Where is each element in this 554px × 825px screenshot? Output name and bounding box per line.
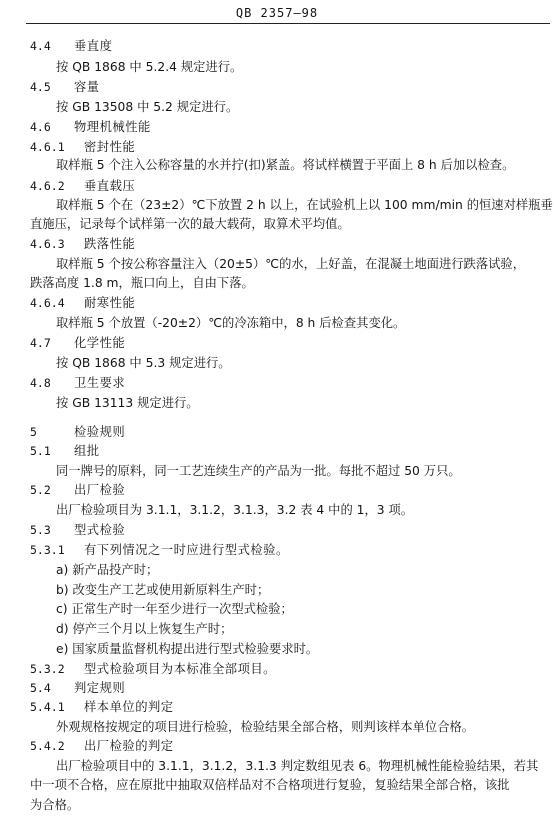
list-item: d) 停产三个月以上恢复生产时； — [56, 622, 233, 636]
list-item: c) 正常生产时一年至少进行一次型式检验； — [56, 602, 293, 616]
paragraph: 按 GB 13508 中 5.2 规定进行。 — [56, 100, 239, 114]
paragraph: 出厂检验项目为 3.1.1，3.1.2，3.1.3，3.2 表 4 中的 1，3 项。 — [56, 503, 414, 517]
paragraph-continuation: 中一项不合格，应在原批中抽取双倍样品对不合格项进行复验，复验结果全部合格，该批 — [30, 778, 510, 792]
clause-title: 密封性能 — [84, 140, 136, 154]
list-item: e) 国家质量监督机构提出进行型式检验要求时。 — [56, 642, 319, 656]
clause-number: 5 — [30, 425, 37, 439]
paragraph: 按 GB 13113 规定进行。 — [56, 396, 199, 410]
paragraph: 外观规格按规定的项目进行检验，检验结果全部合格，则判该样本单位合格。 — [56, 720, 475, 734]
paragraph: 按 QB 1868 中 5.2.4 规定进行。 — [56, 60, 243, 74]
clause-heading — [30, 738, 174, 754]
clause-title: 出厂检验 — [74, 483, 126, 497]
clause-title: 垂直载压 — [84, 179, 136, 193]
paragraph-continuation: 为合格。 — [30, 798, 80, 812]
clause-title: 型式检验 — [74, 523, 126, 537]
clause-number: 4.6.1 — [30, 140, 65, 154]
clause-number: 4.4 — [30, 39, 51, 53]
clause-number: 5.3.1 — [30, 543, 65, 557]
clause-number: 4.6.3 — [30, 237, 65, 251]
clause-number: 4.8 — [30, 376, 51, 390]
clause-heading — [30, 699, 174, 715]
clause-heading — [30, 482, 125, 498]
paragraph: 取样瓶 5 个在（23±2）℃下放置 2 h 以上，在试验机上以 100 mm/min 的恒速对样瓶垂 — [56, 198, 553, 212]
clause-heading — [30, 79, 100, 95]
clause-heading — [30, 236, 135, 252]
clause-title: 容量 — [74, 80, 100, 94]
paragraph: 取样瓶 5 个放置（-20±2）℃的冷冻箱中，8 h 后检查其变化。 — [56, 316, 406, 330]
clause-heading — [30, 661, 276, 677]
clause-heading — [30, 295, 135, 311]
clause-number: 4.6 — [30, 120, 51, 134]
clause-title: 跌落性能 — [84, 237, 136, 251]
paragraph: 按 QB 1868 中 5.3 规定进行。 — [56, 356, 231, 370]
clause-heading — [30, 178, 135, 194]
clause-title: 组批 — [74, 444, 100, 458]
page-header-code: QB 2357—98 — [235, 6, 319, 20]
paragraph: 同一牌号的原料，同一工艺连续生产的产品为一批。每批不超过 50 万只。 — [56, 464, 461, 478]
list-item: a) 新产品投产时； — [56, 563, 159, 577]
clause-heading — [30, 443, 100, 459]
clause-title: 检验规则 — [74, 425, 126, 439]
paragraph: 出厂检验项目中的 3.1.1，3.1.2，3.1.3 判定数组见表 6。物理机械性能检验结果，若其 — [56, 759, 539, 773]
clause-title: 出厂检验的判定 — [84, 739, 174, 753]
clause-title: 型式检验项目为本标准全部项目。 — [84, 662, 276, 676]
clause-title: 耐寒性能 — [84, 296, 136, 310]
section-heading — [30, 424, 125, 440]
clause-heading — [30, 375, 125, 391]
clause-number: 4.7 — [30, 336, 51, 350]
header-rule — [26, 23, 550, 24]
clause-heading — [30, 335, 125, 351]
clause-number: 5.3 — [30, 523, 51, 537]
paragraph: 取样瓶 5 个按公称容量注入（20±5）℃的水，上好盖，在混凝土地面进行跌落试验， — [56, 257, 526, 271]
clause-title: 卫生要求 — [74, 376, 126, 390]
clause-number: 5.4.1 — [30, 700, 65, 714]
clause-heading — [30, 119, 151, 135]
clause-number: 5.1 — [30, 444, 51, 458]
clause-number: 4.6.4 — [30, 296, 65, 310]
clause-title: 判定规则 — [74, 681, 126, 695]
paragraph-continuation: 直施压，记录每个试样第一次的最大载荷，取算术平均值。 — [30, 217, 350, 231]
paragraph-continuation: 跌落高度 1.8 m，瓶口向上，自由下落。 — [30, 276, 254, 290]
clause-heading — [30, 542, 289, 558]
clause-title: 物理机械性能 — [74, 120, 151, 134]
clause-heading — [30, 680, 125, 696]
clause-number: 4.6.2 — [30, 179, 65, 193]
clause-title: 样本单位的判定 — [84, 700, 174, 714]
clause-heading — [30, 38, 112, 54]
list-item: b) 改变生产工艺或使用新原料生产时； — [56, 583, 270, 597]
clause-title: 化学性能 — [74, 336, 126, 350]
clause-number: 4.5 — [30, 80, 51, 94]
clause-number: 5.3.2 — [30, 662, 65, 676]
clause-heading — [30, 139, 135, 155]
clause-number: 5.4 — [30, 681, 51, 695]
clause-number: 5.4.2 — [30, 739, 65, 753]
clause-title: 有下列情况之一时应进行型式检验。 — [84, 543, 289, 557]
paragraph: 取样瓶 5 个注入公称容量的水并拧(扣)紧盖。将试样横置于平面上 8 h 后加以检查。 — [56, 158, 515, 172]
clause-number: 5.2 — [30, 483, 51, 497]
clause-title: 垂直度 — [74, 39, 113, 53]
clause-heading — [30, 522, 125, 538]
